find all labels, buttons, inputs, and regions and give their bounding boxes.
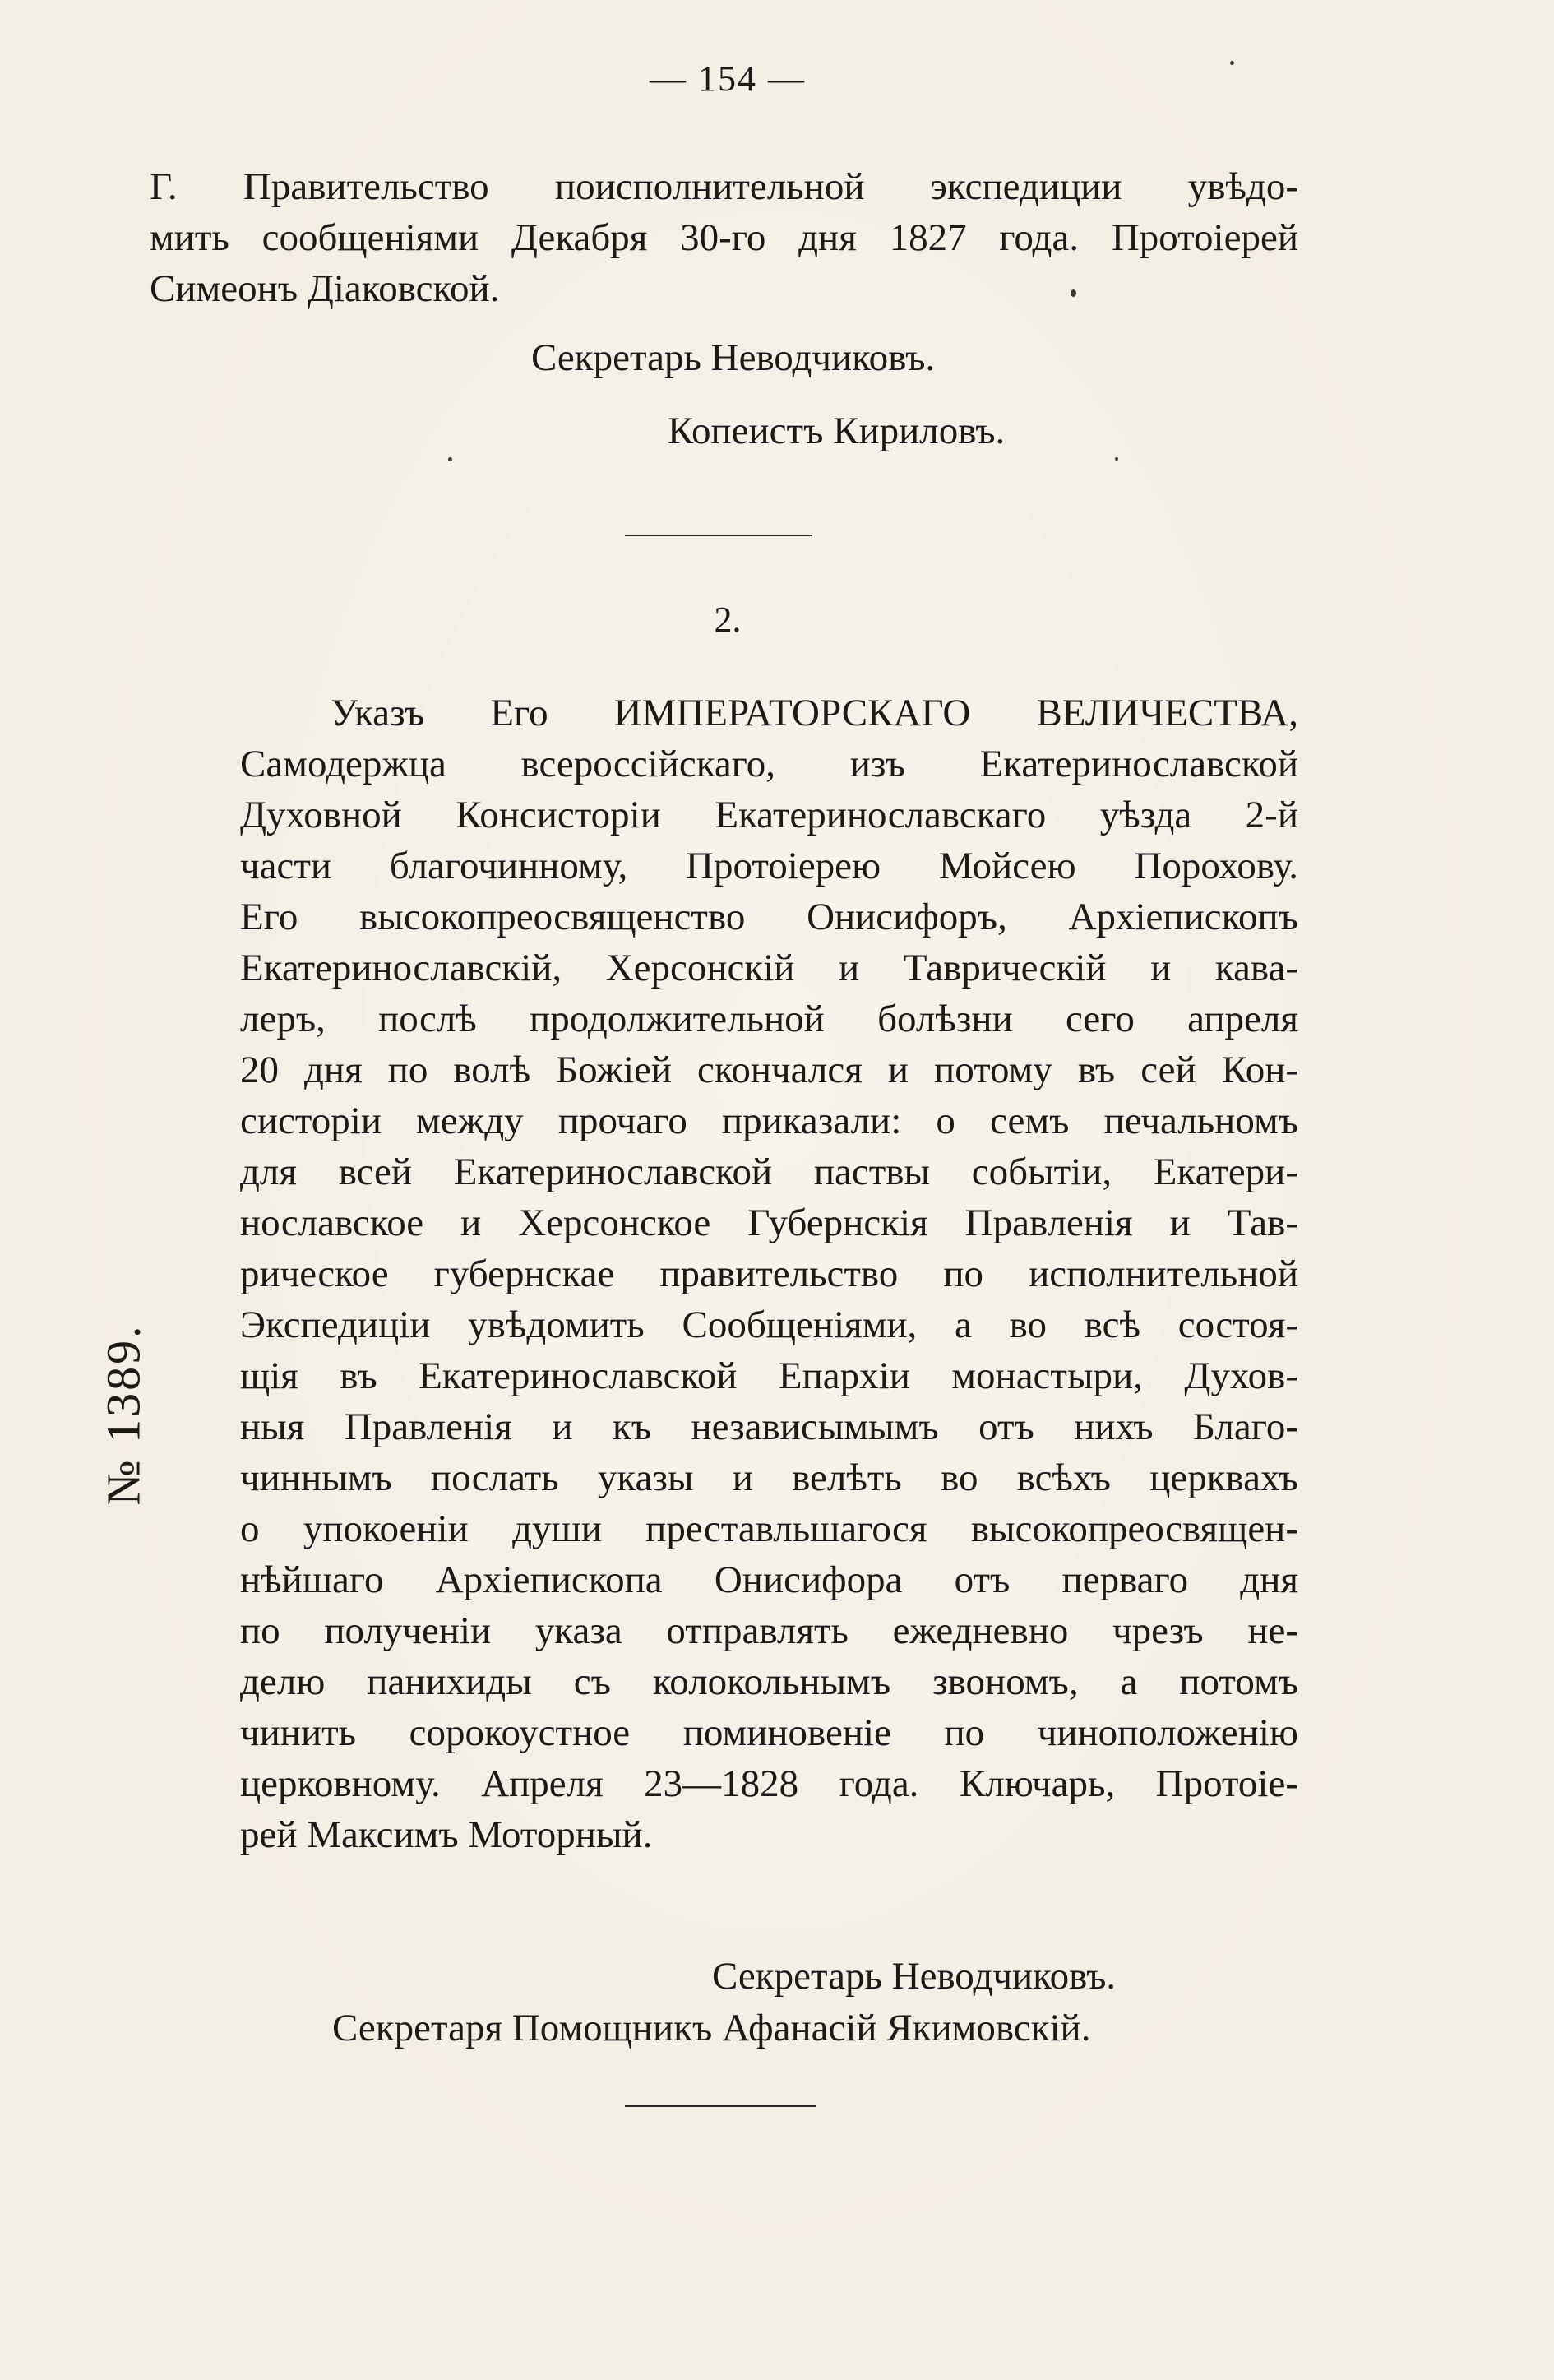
text-line: 20 дня по волѣ Божіей скончался и потому въ сей Кон- [240, 1049, 1298, 1091]
text-line: Самодержца всероссійскаго, изъ Екатеринославской [240, 743, 1298, 785]
secretary-signature: Секретарь Неводчиковъ. [712, 1955, 1117, 1998]
text-line: Экспедиціи увѣдомить Сообщеніями, а во всѣ состоя- [240, 1303, 1298, 1346]
text-line: нославское и Херсонское Губернскія Правленія и Тав- [240, 1202, 1298, 1244]
text-line: ныя Правленія и къ независымымъ отъ нихъ Благо- [240, 1405, 1298, 1448]
text-line: для всей Екатеринославской паствы событіи, Екатери- [240, 1151, 1298, 1193]
text-line: Его высокопреосвященство Онисифоръ, Архіепископъ [240, 896, 1298, 938]
text-line: Духовной Консисторіи Екатеринославскаго уѣзда 2-й [240, 794, 1298, 836]
text-line: мить сообщеніями Декабря 30-го дня 1827 года. Протоіерей [150, 216, 1298, 259]
text-line: нѣйшаго Архіепископа Онисифора отъ перваго дня [240, 1558, 1298, 1601]
section-number: 2. [714, 600, 742, 640]
text-line: чиннымъ послать указы и велѣть во всѣхъ церквахъ [240, 1456, 1298, 1499]
divider-top [625, 535, 812, 536]
text-line: Екатеринославскій, Херсонскій и Таврическій и кава- [240, 947, 1298, 989]
decree-paragraph [240, 688, 1298, 739]
text-line: делю панихиды съ колокольнымъ звономъ, а потомъ [240, 1660, 1298, 1703]
text-line: рическое губернскае правительство по исполнительной [240, 1253, 1298, 1295]
page-number: — 154 — [650, 58, 806, 99]
text-line: щія въ Екатеринославской Епархіи монастыри, Духов- [240, 1354, 1298, 1397]
text-line: леръ, послѣ продолжительной болѣзни сего апреля [240, 998, 1298, 1040]
decree-body [240, 739, 1298, 1860]
top-paragraph [150, 161, 1298, 314]
ink-speck [448, 457, 452, 461]
text-line: рей Максимъ Моторный. [240, 1813, 653, 1856]
text-line: чинить сорокоустное поминовеніе по чиноположенію [240, 1711, 1298, 1754]
copyist-signature: Копеистъ Кириловъ. [668, 410, 1006, 452]
ink-speck [1230, 61, 1234, 65]
text-line: части благочинному, Протоіерею Мойсею Порохову. [240, 845, 1298, 887]
side-document-number: № 1389. [96, 1323, 150, 1506]
assistant-secretary-signature: Секретаря Помощникъ Афанасій Якимовскій. [332, 2007, 1091, 2049]
text-line: о упокоеніи души преставльшагося высокопреосвящен- [240, 1507, 1298, 1550]
secretary-signature-top: Секретарь Неводчиковъ. [531, 336, 936, 379]
text-line: церковному. Апреля 23—1828 года. Ключарь, Протоіе- [240, 1762, 1298, 1805]
text-line: Указъ Его ИМПЕРАТОРСКАГО ВЕЛИЧЕСТВА, [331, 692, 1298, 734]
text-line: по полученіи указа отправлять ежедневно чрезъ не- [240, 1609, 1298, 1652]
text-line: Г. Правительство поисполнительной экспедиции увѣдо- [150, 165, 1298, 208]
ink-speck [1115, 457, 1118, 461]
divider-bottom [625, 2105, 816, 2107]
text-line: Симеонъ Діаковской. [150, 267, 500, 310]
ink-speck [1071, 289, 1076, 297]
text-line: систоріи между прочаго приказали: о семъ печальномъ [240, 1100, 1298, 1142]
